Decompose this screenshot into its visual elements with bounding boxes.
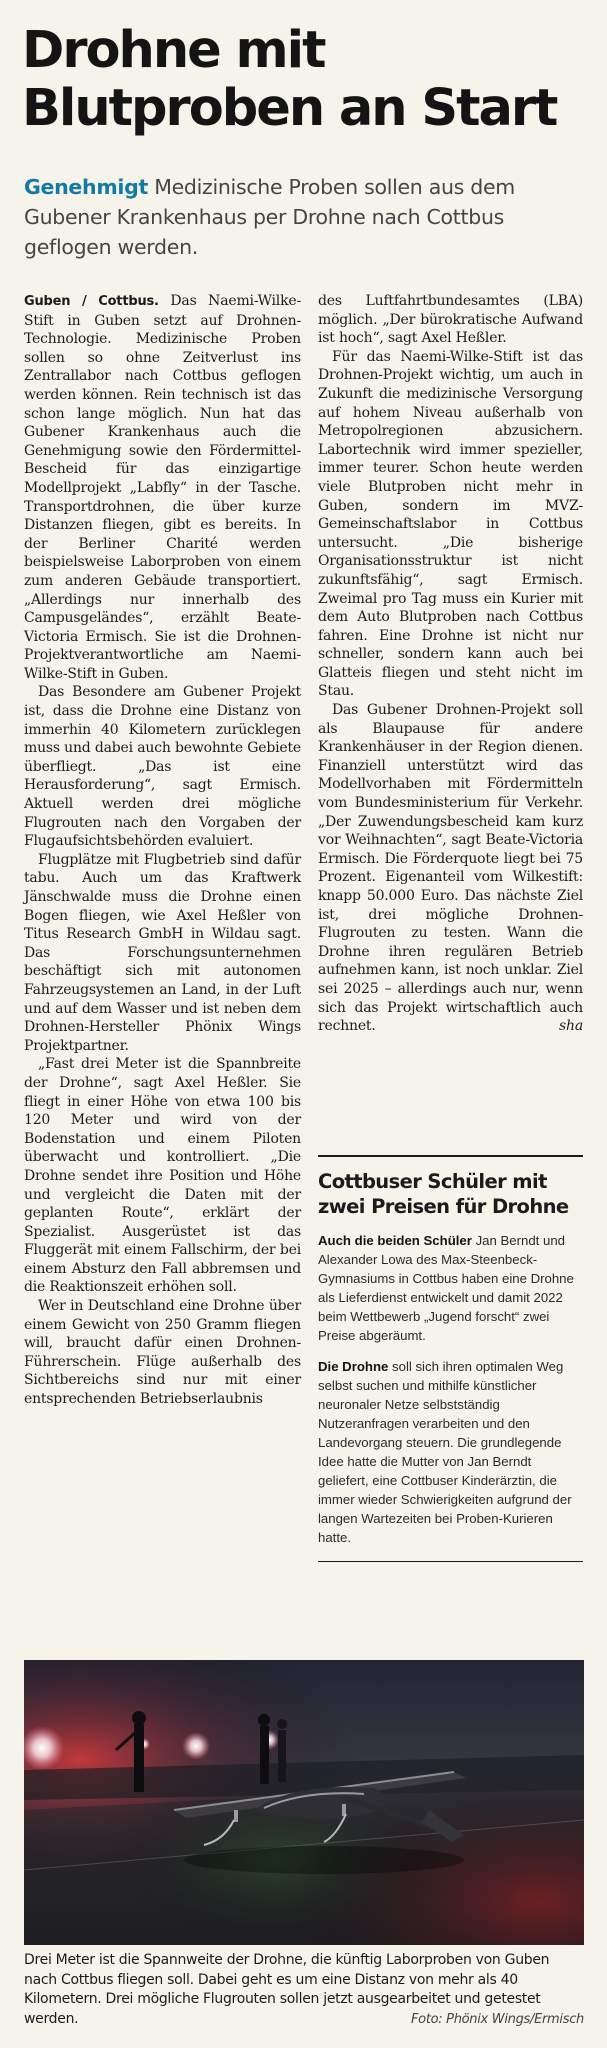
headline-line-2: Blutproben an Start — [22, 79, 557, 138]
headline — [22, 22, 592, 138]
sidebar-title: Cottbuser Schüler mit zwei Preisen für Drohne — [318, 1170, 569, 1218]
article-paragraph-7 — [318, 701, 583, 1036]
article-paragraph-2: Das Besondere am Gubener Projekt ist, dass die Drohne eine Distanz von immerhin 40 Kilometern zurücklegen muss und dabei auch bewohnte Gebiete überfliegt. „Das ist eine Herausforderung“, sagt Ermisch. Aktuell werden drei mögliche Flugrouten nach den Vorgaben der Flugaufsichtsbehörden evaluiert. — [24, 684, 301, 850]
article-column-2 — [318, 292, 583, 1036]
sidebar-paragraph-1 — [318, 1231, 583, 1345]
sidebar-paragraph-2 — [318, 1357, 583, 1547]
sidebar-paragraph-2-text: soll sich ihren optimalen Weg selbst suchen und mithilfe künstlicher neuronaler Netze selbstständig Nutzeranfragen verarbeiten und den Landevorgang steuern. Die grundlegende Idee hatte die Mutter von Jan Berndt geliefert, eine Cottbuser Kinderärztin, die immer wieder Schwierigkeiten aufgrund der langen Wartezeiten bei Proben-Kurieren hatte. — [318, 1359, 572, 1545]
drone-photo-illustration — [24, 1660, 584, 1945]
dateline: Guben / Cottbus. — [24, 294, 159, 309]
article-paragraph-5-continued: des Luftfahrtbundesamtes (LBA) möglich. „Der bürokratische Aufwand ist hoch“, sagt Axel Heßler. — [318, 293, 583, 347]
headline-line-1: Drohne mit — [22, 21, 325, 80]
article-paragraph-1-text: Das Naemi-Wilke-Stift in Guben setzt auf Drohnen-Technologie. Medizinische Proben sollen so ohne Zeitverlust ins Zentrallabor nach Cottbus geflogen werden können. Rein technisch ist das schon lange möglich. Nun hat das Gubener Krankenhaus auch die Genehmigung sowie den Fördermittel-Bescheid für das einzigartige Modellprojekt „Labfly“ in der Tasche. Transportdrohnen, die über kurze Distanzen fliegen, gibt es bereits. In der Berliner Charité werden beispielsweise Laborproben von einem zum anderen Gebäude transportiert. „Allerdings nur innerhalb des Campusgeländes“, erzählt Beate-Victoria Ermisch. Sie ist die Drohnen-Projektverantwortliche am Naemi-Wilke-Stift in Guben. — [24, 293, 301, 682]
article-paragraph-6: Für das Naemi-Wilke-Stift ist das Drohnen-Projekt wichtig, um auch in Zukunft die medizinische Versorgung auf hohem Niveau außerhalb von Metropolregionen abzusichern. Labortechnik wird immer spezieller, immer teurer. Schon heute werden viele Blutproben nicht mehr in Guben, sondern im MVZ-Gemeinschaftslabor in Cottbus untersucht. „Die bisherige Organisationsstruktur ist nicht zukunftsfähig“, sagt Ermisch. Zweimal pro Tag muss ein Kurier mit dem Auto Blutproben nach Cottbus fahren. Eine Drohne ist nicht nur schneller, sondern kann auch bei Glatteis fliegen und steht nicht im Stau. — [318, 348, 583, 700]
drone-photo — [24, 1660, 584, 1945]
subheadline — [24, 172, 584, 262]
sidebar-paragraph-1-lead: Auch die beiden Schüler — [318, 1233, 472, 1248]
article-paragraph-5: Wer in Deutschland eine Drohne über einem Gewicht von 250 Gramm fliegen will, braucht dafür einen Drohnen-Führerschein. Flüge außerhalb des Sichtbereichs sind nur mit einer entsprechenden Betriebserlaubnis — [24, 1298, 301, 1408]
caption-text: Drei Meter ist die Spannweite der Drohne, die künftig Laborproben von Guben nach Cottbus fliegen soll. Dabei geht es um eine Distanz von mehr als 40 Kilometern. Drei mögliche Flugrouten sollen jetzt ausgearbeitet und getestet werden. — [24, 1952, 550, 2027]
author-signature: sha — [559, 1018, 583, 1035]
photo-credit: Foto: Phönix Wings/Ermisch — [410, 2011, 584, 2027]
article-paragraph-4: „Fast drei Meter ist die Spannbreite der Drohne“, sagt Axel Heßler. Sie fliegt in einer Höhe von etwa 100 bis 120 Meter und wird von der Bodenstation und einem Piloten überwacht und kontrolliert. „Die Drohne sendet ihre Position und Höhe und vergleicht die Daten mit der geplanten Route“, erklärt der Spezialist. Ausgerüstet ist das Fluggerät mit einem Fallschirm, der bei einem Absturz den Fall abbremsen und die Reaktionszeit erhöhen soll. — [24, 1056, 301, 1296]
sidebar-paragraph-2-lead: Die Drohne — [318, 1359, 389, 1374]
subhead-kicker: Genehmigt — [24, 175, 148, 199]
subhead-text: Medizinische Proben sollen aus dem Gubener Krankenhaus per Drohne nach Cottbus geflogen werden. — [24, 175, 515, 259]
sidebar-box — [318, 1155, 583, 1562]
article-paragraph-3: Flugplätze mit Flugbetrieb sind dafür tabu. Auch um das Kraftwerk Jänschwalde muss die Drohne einen Bogen fliegen, wie Axel Heßler von Titus Research GmbH in Wildau sagt. Das Forschungsunternehmen beschäftigt sich mit autonomen Fahrzeugsystemen an Land, in der Luft und auf dem Wasser und ist neben dem Drohnen-Hersteller Phönix Wings Projektpartner. — [24, 851, 301, 1054]
photo-caption — [24, 1951, 584, 2029]
sidebar-paragraph-1-text: Jan Berndt und Alexander Lowa des Max-Steenbeck-Gymnasiums in Cottbus haben eine Drohne als Lieferdienst entwickelt und damit 2022 beim Wettbewerb „Jugend forscht“ zwei Preise abgeräumt. — [318, 1233, 574, 1343]
article-column-1 — [24, 292, 301, 1409]
article-paragraph-1 — [24, 292, 301, 683]
article-paragraph-7-text: Das Gubener Drohnen-Projekt soll als Blaupause für andere Krankenhäuser in der Region dienen. Finanziell unterstützt wird das Modellvorhaben mit Fördermitteln vom Bundesministerium für Verkehr. „Der Zuwendungsbescheid kam kurz vor Weihnachten“, sagt Beate-Victoria Ermisch. Die Förderquote liegt bei 75 Prozent. Eigenanteil vom Wilkestift: knapp 50.000 Euro. Das nächste Ziel ist, drei mögliche Drohnen-Flugrouten zu testen. Wann die Drohne ihren regulären Betrieb aufnehmen kann, ist noch unklar. Ziel sei 2025 – allerdings auch nur, wenn sich das Projekt wirtschaftlich auch rechnet. — [318, 702, 583, 1035]
